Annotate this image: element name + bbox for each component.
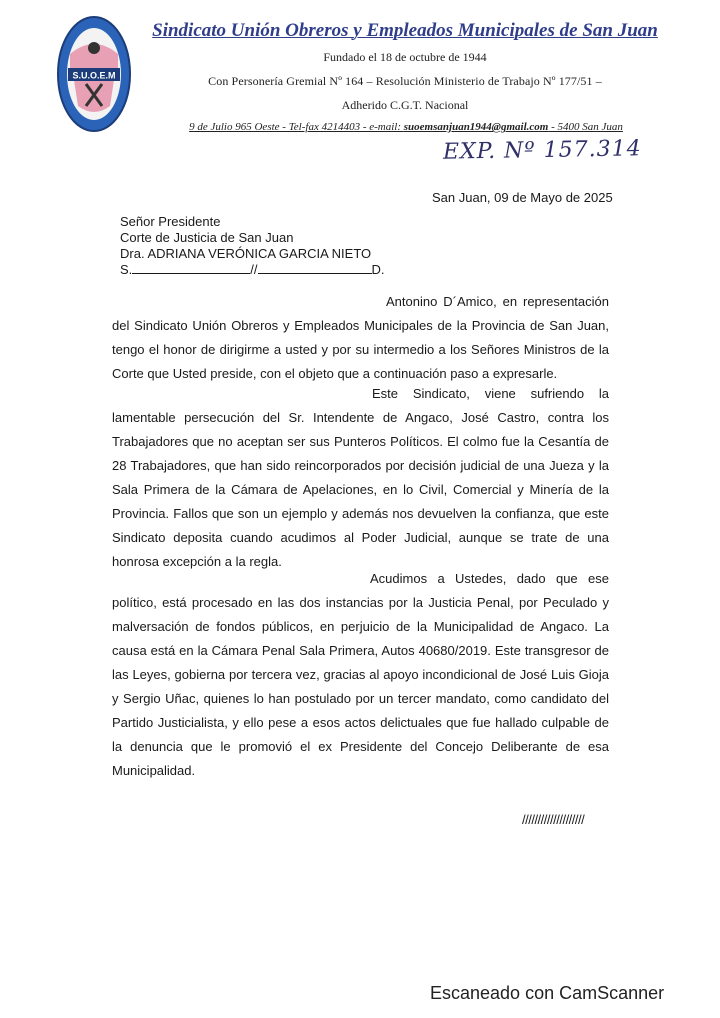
closing-slashes: ////////////////////: [522, 812, 585, 827]
salutation-blank-2: [258, 261, 372, 274]
founded-date: Fundado el 18 de octubre de 1944: [323, 50, 487, 64]
recipient-line-3: Dra. ADRIANA VERÓNICA GARCIA NIETO: [120, 246, 372, 261]
salutation-s: S.: [120, 262, 133, 277]
email-link[interactable]: suoemsanjuan1944@gmail.com: [403, 121, 549, 133]
recipient-line-1: Señor Presidente: [120, 214, 221, 229]
paragraph-2: Este Sindicato, viene sufriendo la lamentable persecución del Sr. Intendente de Angaco, José Castro, contra los Trabajadores que no aceptan ser sus Punteros Políticos. El colmo fue la Cesantía de 28 Trabajadores, que han sido reincorporados por decisión judicial de una Jueza y la Sala Primera de la Cámara de Apelaciones, en lo Civil, Comercial y Minería de la Provincia. Fallos que son un ejemplo y además nos devuelven la confianza, que este Sindicato deposita cuando acudimos al Poder Judicial, aunque se trate de una honrosa excepción a la regla.: [112, 386, 609, 569]
address-text: 9 de Julio 965 Oeste - Tel-fax 4214403 - e-mail:: [189, 121, 404, 133]
union-logo: [56, 14, 132, 134]
union-name: Sindicato Unión Obreros y Empleados Municipales de San Juan: [152, 20, 658, 41]
logo-text: S.U.O.E.M: [72, 70, 116, 81]
paragraph-1: Antonino D´Amico, en representación del Sindicato Unión Obreros y Empleados Municipales de la Provincia de San Juan, tengo el honor de dirigirme a usted y por su intermedio a los Señores Ministros de la Corte que Usted preside, con el objeto que a continuación paso a expresarle.: [112, 294, 609, 381]
salutation-d: D.: [371, 262, 385, 277]
recipient-line-2: Corte de Justicia de San Juan: [120, 230, 294, 245]
paragraph-3: Acudimos a Ustedes, dado que ese político, está procesado en las dos instancias por la Justicia Penal, por Peculado y malversación de fondos públicos, en perjuicio de la Municipalidad de Angaco. La causa está en la Cámara Penal Sala Primera, Autos 40680/2019. Este transgresor de las Leyes, gobierna por tercera vez, gracias al apoyo incondicional de José Luis Gioja y Sergio Uñac, quienes lo han postulado por un tercer mandato, como candidato del Partido Justicialista, y ello pese a esos actos delictuales que fue hallado culpable de la denuncia que le promovió el ex Presidente del Concejo Deliberante de esa Municipalidad.: [112, 571, 609, 778]
scanner-watermark: Escaneado con CamScanner: [430, 983, 665, 1003]
postal-text: - 5400 San Juan: [548, 121, 623, 133]
handwritten-expedient-number: EXP. Nº 157.314: [442, 136, 642, 165]
salutation-separator: //: [250, 262, 258, 277]
salutation-blank-1: [132, 261, 250, 274]
personeria-gremial: Con Personería Gremial Nº 164 – Resolución Ministerio de Trabajo Nº 177/51 –: [208, 74, 602, 88]
contact-line: [146, 121, 666, 133]
letter-date: San Juan, 09 de Mayo de 2025: [432, 190, 613, 205]
adherido-cgt: Adherido C.G.T. Nacional: [341, 98, 469, 112]
salutation-line: [120, 261, 385, 278]
